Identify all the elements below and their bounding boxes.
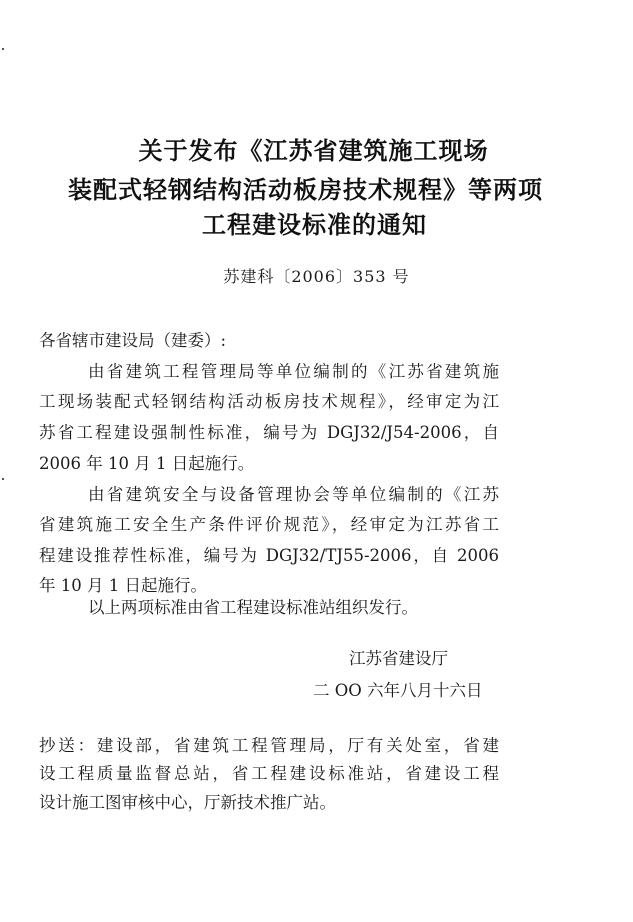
paragraph1-line-4: 2006 年 10 月 1 日起施行。 [39,454,255,473]
paragraph1-line-2: 工现场装配式轻钢结构活动板房技术规程》，经审定为江 [39,392,499,411]
paragraph1-line-1: 由省建筑工程管理局等单位编制的《江苏省建筑施 [88,362,499,381]
scan-speck [2,48,4,50]
addressee: 各省辖市建设局（建委）: [39,331,227,350]
title-line-1: 关于发布《江苏省建筑施工现场 [138,137,489,165]
title-line-2: 装配式轻钢结构活动板房技术规程》等两项 [68,176,543,204]
paragraph1-line-3: 苏省工程建设强制性标准，编号为 DGJ32/J54-2006，自 [39,423,499,442]
paragraph2-line-4: 年 10 月 1 日起施行。 [39,576,207,595]
scan-speck [2,478,4,480]
cc-line-3: 设计施工图审核中心，厅新技术推广站。 [39,793,336,812]
issuer: 江苏省建设厅 [349,649,448,668]
cc-line-1: 抄送：建设部，省建筑工程管理局，厅有关处室，省建 [39,736,499,755]
issue-date: 二 OO 六年八月十六日 [313,681,483,700]
paragraph2-line-2: 省建筑施工安全生产条件评价规范》，经审定为江苏省工 [39,515,499,534]
paragraph2-line-1: 由省建筑安全与设备管理协会等单位编制的《江苏 [88,485,499,504]
paragraph2-line-3: 程建设推荐性标准，编号为 DGJ32/TJ55-2006，自 2006 [39,546,499,565]
paragraph3: 以上两项标准由省工程建设标准站组织发行。 [88,598,418,617]
cc-line-2: 设工程质量监督总站，省工程建设标准站，省建设工程 [39,764,499,783]
title-line-3: 工程建设标准的通知 [202,211,427,239]
document-number: 苏建科〔2006〕353 号 [223,267,410,286]
